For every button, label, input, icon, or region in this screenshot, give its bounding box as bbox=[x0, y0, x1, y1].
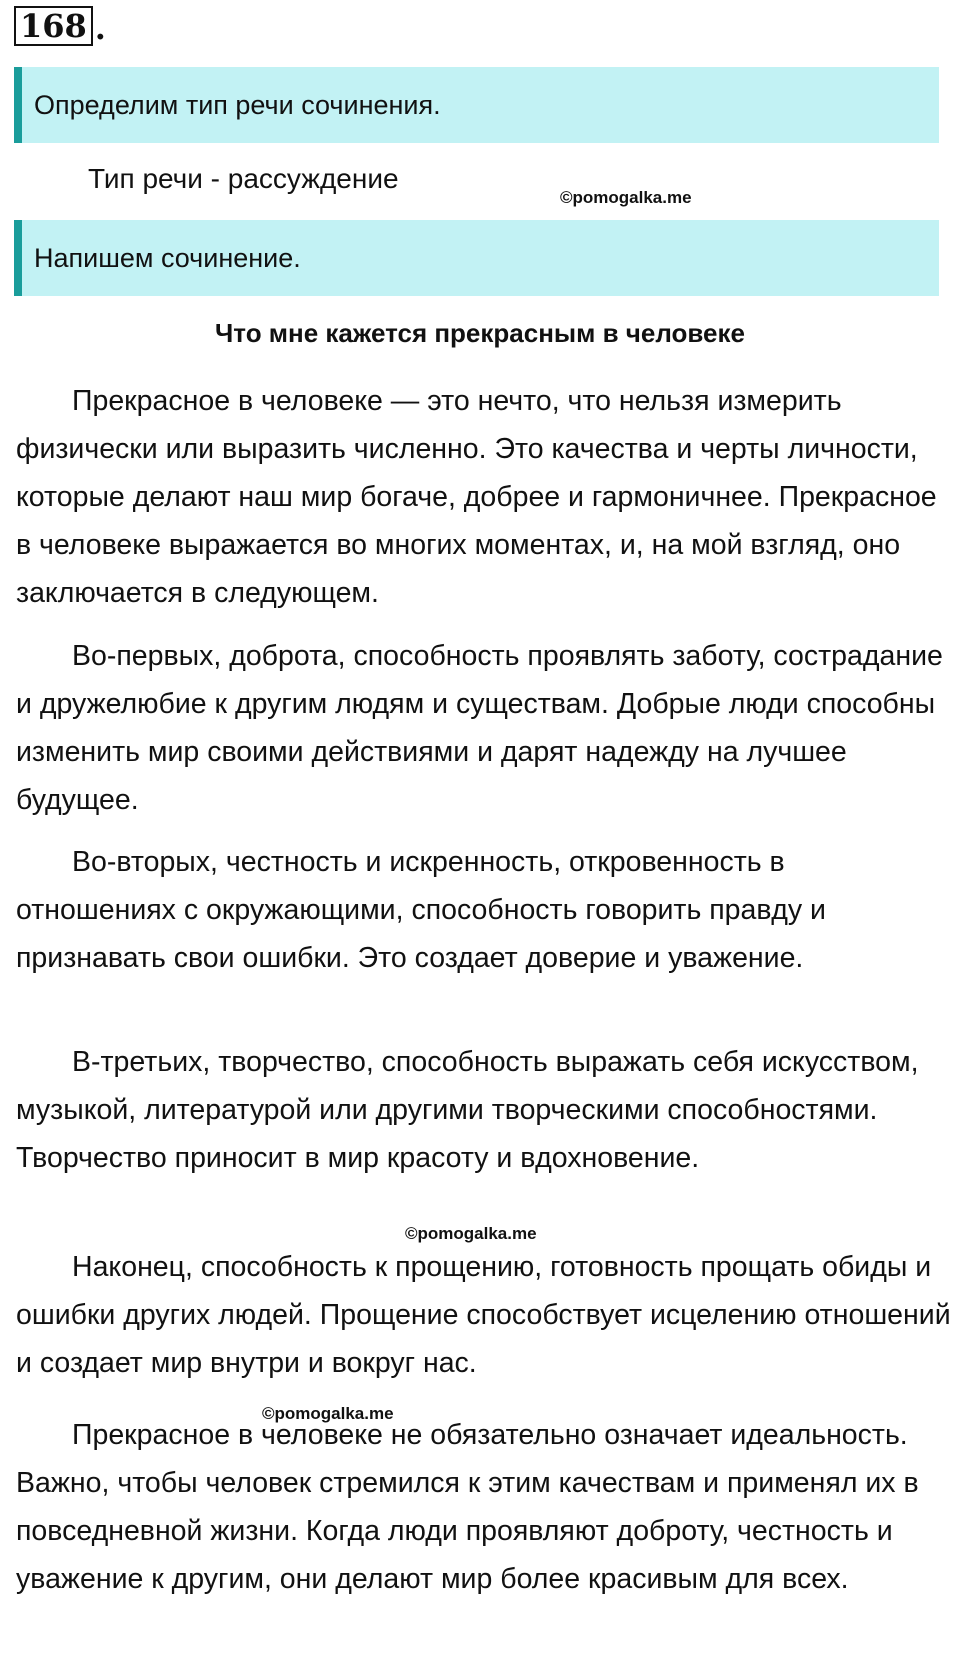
essay-paragraph: Прекрасное в человеке не обязательно означает идеальность. Важно, чтобы человек стремился к этим качествам и применял их в повседневной жизни. Когда люди проявляют доброту, честность и уважение к другим, они делают мир более красивым для всех. bbox=[16, 1419, 919, 1595]
watermark: ©pomogalka.me bbox=[405, 1224, 537, 1243]
section-banner-write-essay bbox=[14, 220, 939, 296]
essay-title: Что мне кажется прекрасным в человеке bbox=[215, 318, 745, 348]
essay-paragraph: В-третьих, творчество, способность выражать себя искусством, музыкой, литературой или другими творческими способностями. Творчество приносит в мир красоту и вдохновение. bbox=[16, 1046, 919, 1174]
watermark: ©pomogalka.me bbox=[262, 1404, 394, 1423]
section-banner-speech-type bbox=[14, 67, 939, 143]
task-number-dot: . bbox=[94, 9, 106, 47]
watermark: ©pomogalka.me bbox=[560, 188, 692, 207]
task-number-box: 168 bbox=[14, 6, 93, 46]
banner-text: Напишем сочинение. bbox=[34, 242, 301, 273]
banner-text: Определим тип речи сочинения. bbox=[34, 89, 441, 120]
essay-paragraph: Во-вторых, честность и искренность, откровенность в отношениях с окружающими, способность говорить правду и признавать свои ошибки. Это создает доверие и уважение. bbox=[16, 846, 826, 974]
essay-paragraph: Во-первых, доброта, способность проявлять заботу, сострадание и дружелюбие к другим людям и существам. Добрые люди способны изменить мир своими действиями и дарят надежду на лучшее будущее. bbox=[16, 640, 943, 816]
essay-paragraph: Прекрасное в человеке — это нечто, что нельзя измерить физически или выразить численно. Это качества и черты личности, которые делают наш мир богаче, добрее и гармоничнее. Прекрасное в человеке выражается во многих моментах, и, на мой взгляд, оно заключается в следующем. bbox=[16, 385, 937, 609]
task-number bbox=[14, 6, 106, 46]
speech-type-answer: Тип речи - рассуждение bbox=[88, 163, 399, 194]
essay-paragraph: Наконец, способность к прощению, готовность прощать обиды и ошибки других людей. Прощение способствует исцелению отношений и создает мир внутри и вокруг нас. bbox=[16, 1251, 951, 1379]
